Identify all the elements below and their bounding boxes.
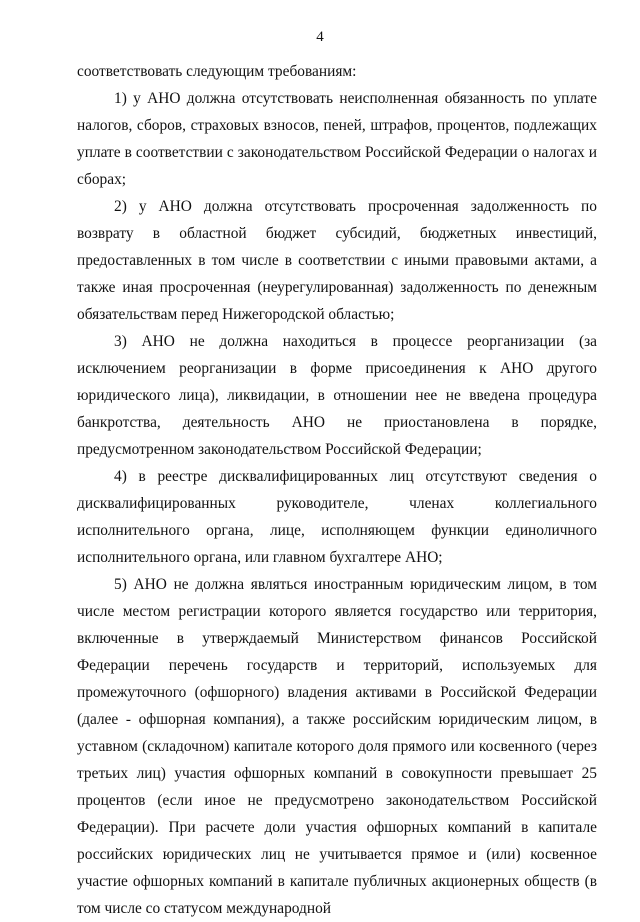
- requirement-item-1: 1) у АНО должна отсутствовать неисполненная обязанность по уплате налогов, сборов, страховых взносов, пеней, штрафов, процентов, подлежащих уплате в соответствии с законодательством Российской Федерации о налогах и сборах;: [77, 90, 597, 188]
- requirement-item-4: 4) в реестре дисквалифицированных лиц отсутствуют сведения о дисквалифицированных руководителе, членах коллегиального исполнительного органа, лице, исполняющем функции единоличного исполнительного органа, или главном бухгалтере АНО;: [77, 468, 597, 566]
- intro-paragraph: соответствовать следующим требованиям:: [77, 63, 357, 80]
- requirement-item-5: 5) АНО не должна являться иностранным юридическим лицом, в том числе местом регистрации которого является государство или территория, включенные в утверждаемый Министерством финансов Российской Федерации перечень государств и территорий, используемых для промежуточного (офшорного) владения активами в Российской Федерации (далее - офшорная компания), а также российским юридическим лицом, в уставном (складочном) капитале которого доля прямого или косвенного (через третьих лиц) участия офшорных компаний в совокупности превышает 25 процентов (если иное не предусмотрено законодательством Российской Федерации). При расчете доли участия офшорных компаний в капитале российских юридических лиц не учитывается прямое и (или) косвенное участие офшорных компаний в капитале публичных акционерных обществ (в том числе со статусом международной: [77, 576, 597, 917]
- requirement-item-3: 3) АНО не должна находиться в процессе реорганизации (за исключением реорганизации в форме присоединения к АНО другого юридического лица), ликвидации, в отношении нее не введена процедура банкротства, деятельность АНО не приостановлена в порядке, предусмотренном законодательством Российской Федерации;: [77, 333, 597, 458]
- document-body: [77, 58, 597, 922]
- page-number: 4: [316, 29, 324, 45]
- requirement-item-2: 2) у АНО должна отсутствовать просроченная задолженность по возврату в областной бюджет субсидий, бюджетных инвестиций, предоставленных в том числе в соответствии с иными правовыми актами, а также иная просроченная (неурегулированная) задолженность по денежным обязательствам перед Нижегородской областью;: [77, 198, 597, 323]
